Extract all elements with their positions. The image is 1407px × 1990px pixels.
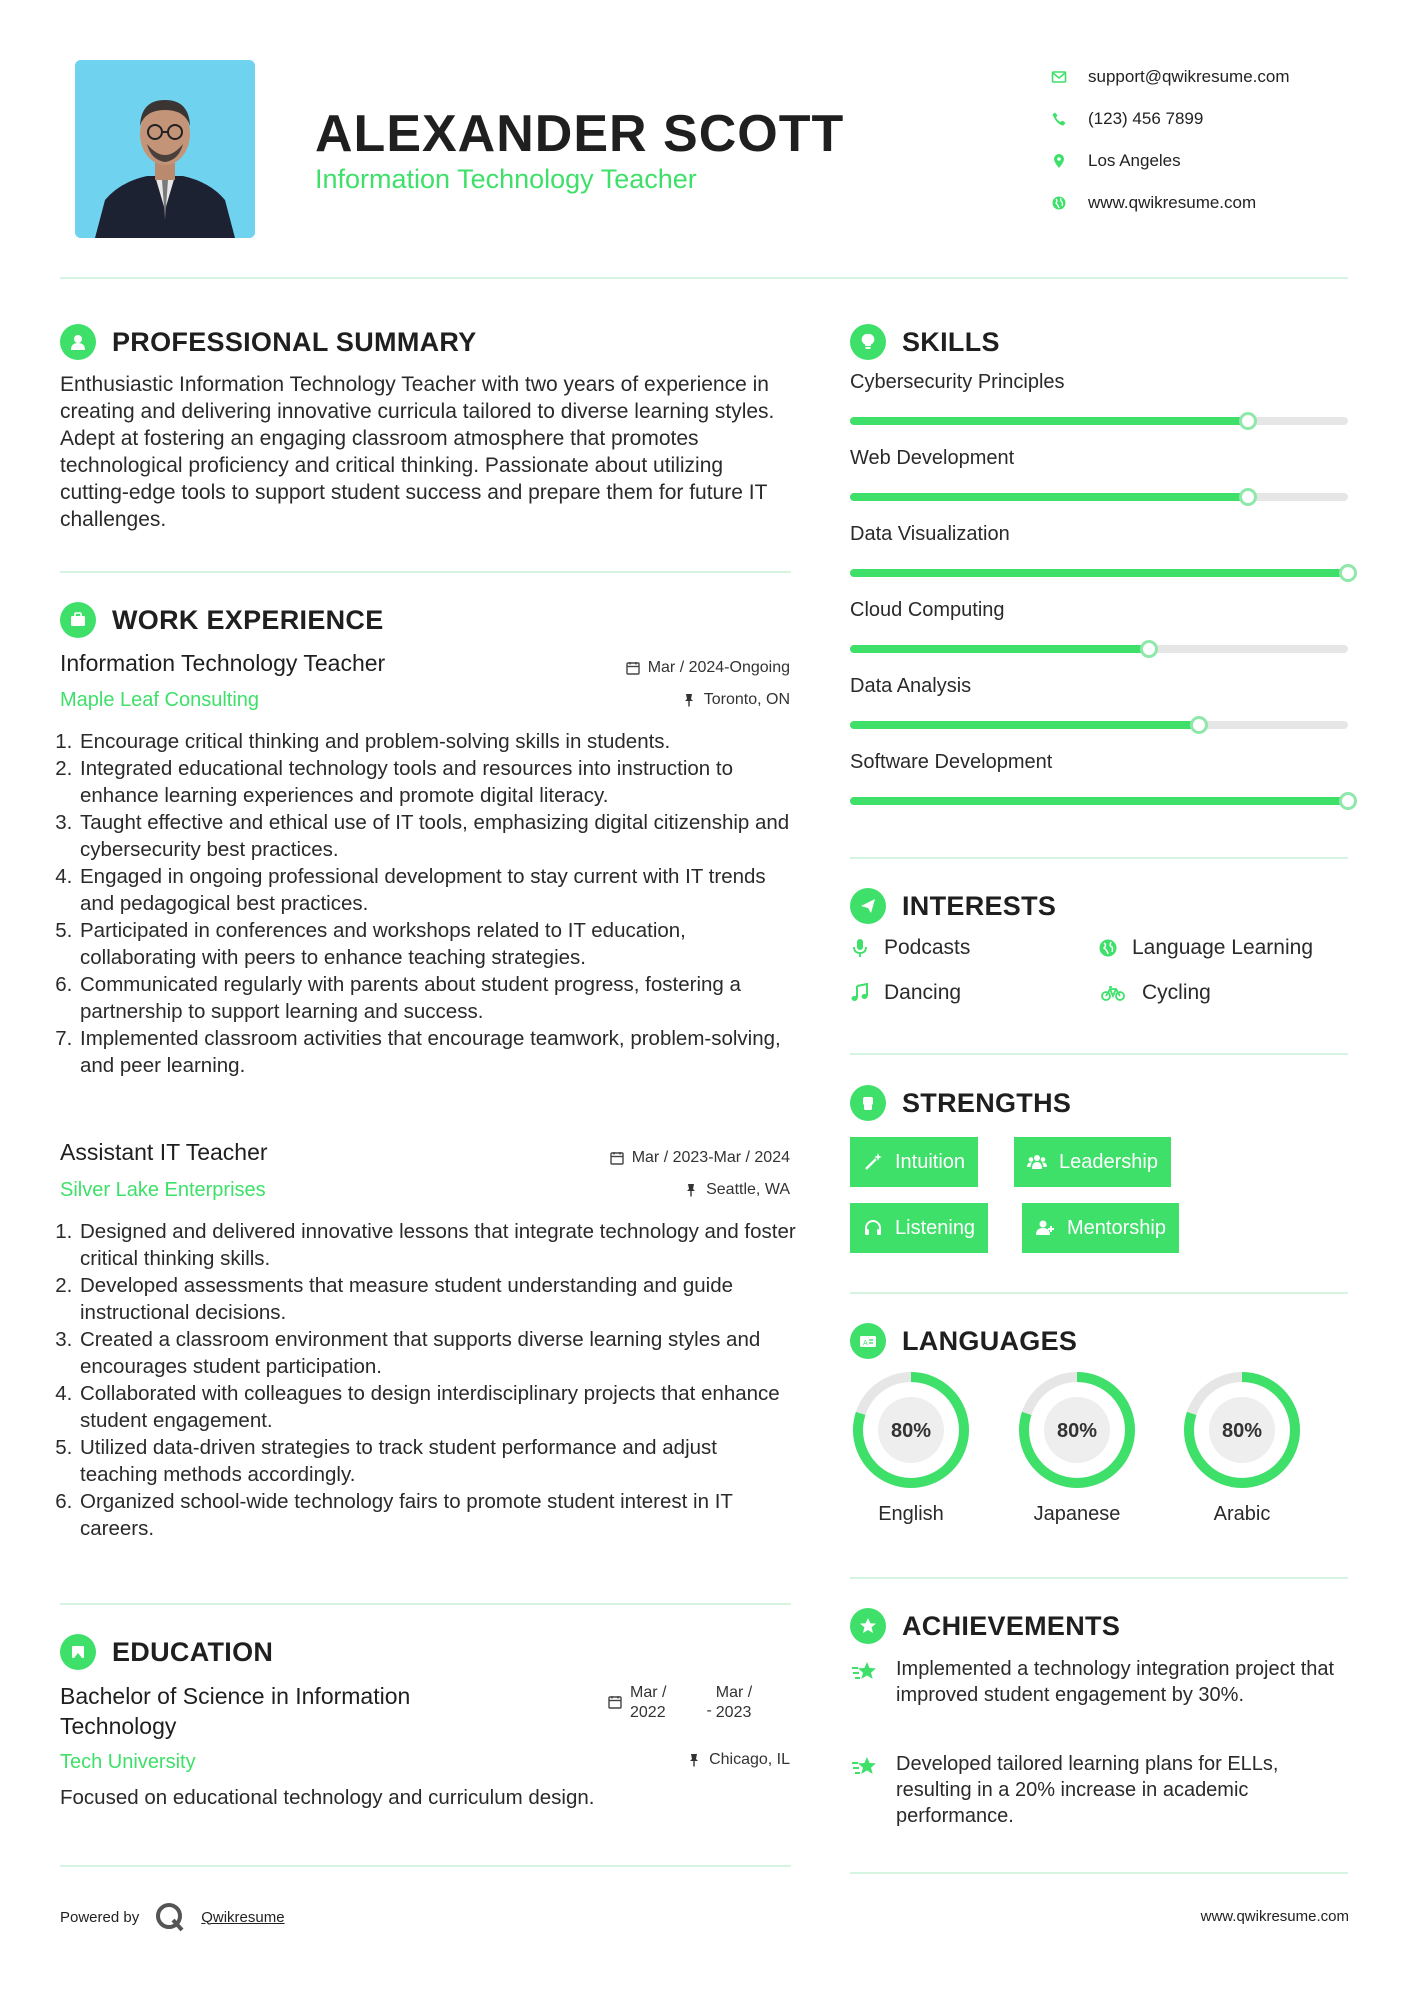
interests-title: INTERESTS <box>902 890 1057 921</box>
skill-name: Cybersecurity Principles <box>850 371 1065 393</box>
job-1-date <box>626 659 790 677</box>
education-dates <box>608 1683 752 1723</box>
skill-level-fill <box>850 797 1348 805</box>
header-divider <box>60 277 1348 279</box>
job-1-location-text: Toronto, ON <box>703 691 790 708</box>
graduation-icon <box>60 1634 96 1670</box>
job-1-title: Information Technology Teacher <box>60 650 386 676</box>
achievement-item <box>850 1656 1350 1708</box>
phone-icon <box>1050 110 1068 128</box>
skill-level-knob <box>1339 792 1357 810</box>
job-2-location-text: Seattle, WA <box>706 1181 790 1198</box>
duty-item: 5. Participated in conferences and workshops related to IT education, collaborating with peers to enhance teaching strategies. <box>78 917 799 971</box>
language-percent: 80% <box>1056 1420 1098 1442</box>
lightbulb-icon <box>850 324 886 360</box>
language-percent: 80% <box>1221 1420 1263 1442</box>
achievements-heading <box>850 1608 1120 1644</box>
job-1-date-text: Mar / 2024-Ongoing <box>647 659 790 676</box>
language-label: Arabic <box>1213 1503 1271 1525</box>
contact-list <box>1050 56 1290 224</box>
globe-icon <box>1098 938 1118 958</box>
profile-photo-illustration <box>75 60 255 238</box>
footer-url[interactable]: www.qwikresume.com <box>1200 1908 1349 1925</box>
strength-badge-mentorship <box>1022 1203 1179 1253</box>
degree-title-line-1: Bachelor of Science in Information <box>60 1683 411 1709</box>
achievements-divider <box>850 1872 1348 1874</box>
duty-item: 4. Collaborated with colleagues to design interdisciplinary projects that enhance student engagement. <box>78 1380 799 1434</box>
education-heading <box>60 1634 273 1670</box>
location-pin-icon <box>1050 152 1068 170</box>
strength-label: Leadership <box>1059 1150 1158 1173</box>
star-trophy-icon <box>850 1658 880 1688</box>
education-divider <box>60 1865 791 1867</box>
skill-level-fill <box>850 645 1149 653</box>
languages-heading <box>850 1323 1077 1359</box>
paper-plane-icon <box>850 888 886 924</box>
skills-title: SKILLS <box>902 326 1000 357</box>
skill-level-track <box>850 797 1348 805</box>
work-heading <box>60 602 384 638</box>
skills-divider <box>850 857 1348 859</box>
duty-item: 3. Created a classroom environment that supports diverse learning styles and encourages student participation. <box>78 1326 799 1380</box>
contact-phone-text: (123) 456 7899 <box>1088 109 1204 128</box>
contact-website-text: www.qwikresume.com <box>1088 193 1257 212</box>
education-date-separator: - <box>706 1702 712 1719</box>
duty-item: 4. Engaged in ongoing professional development to stay current with IT trends and pedagogical best practices. <box>78 863 799 917</box>
job-2-date-text: Mar / 2023-Mar / 2024 <box>631 1149 790 1166</box>
interest-label: Language Learning <box>1132 936 1314 959</box>
skill-name: Cloud Computing <box>850 599 1005 621</box>
calendar-icon <box>608 1695 622 1709</box>
job-2-date <box>610 1149 790 1167</box>
summary-heading <box>60 324 477 360</box>
summary-title: PROFESSIONAL SUMMARY <box>112 326 477 357</box>
languages-divider <box>850 1577 1348 1579</box>
magic-wand-icon <box>863 1152 883 1172</box>
education-title: EDUCATION <box>112 1636 274 1667</box>
education-end-line-1: Mar / <box>715 1684 753 1701</box>
skill-level-fill <box>850 417 1248 425</box>
interests-divider <box>850 1053 1348 1055</box>
job-2-duties <box>54 1218 799 1542</box>
language-ring <box>1181 1369 1303 1491</box>
language-percent: 80% <box>890 1420 932 1442</box>
contact-location-text: Los Angeles <box>1088 151 1181 170</box>
strengths-heading <box>850 1085 1071 1121</box>
achievement-text: Developed tailored learning plans for ELLs, resulting in a 20% increase in academic performance. <box>896 1753 1279 1827</box>
interest-cycling <box>1098 981 1211 1005</box>
candidate-title: Information Technology Teacher <box>315 164 697 194</box>
language-item <box>850 1369 972 1526</box>
strength-label: Listening <box>895 1216 976 1239</box>
education-end-line-2: 2023 <box>715 1704 752 1721</box>
job-1-duties <box>54 728 799 1079</box>
calendar-icon <box>626 661 640 675</box>
skill-name: Data Analysis <box>850 675 972 697</box>
interest-dancing <box>850 981 961 1005</box>
contact-phone[interactable] <box>1050 98 1290 140</box>
interest-label: Dancing <box>884 981 962 1004</box>
degree-title <box>60 1681 410 1741</box>
interest-podcasts <box>850 936 970 960</box>
skill-level-track <box>850 569 1348 577</box>
job-2-title: Assistant IT Teacher <box>60 1139 268 1165</box>
star-badge-icon <box>850 1608 886 1644</box>
skill-level-knob <box>1190 716 1208 734</box>
work-divider <box>60 1603 791 1605</box>
languages-title: LANGUAGES <box>902 1325 1078 1356</box>
candidate-name: ALEXANDER SCOTT <box>315 105 845 163</box>
strength-label: Intuition <box>895 1150 966 1173</box>
language-ring <box>1016 1369 1138 1491</box>
work-title: WORK EXPERIENCE <box>112 604 384 635</box>
achievement-text: Implemented a technology integration project that improved student engagement by 30%. <box>896 1658 1335 1706</box>
skill-level-fill <box>850 493 1248 501</box>
summary-text: Enthusiastic Information Technology Teacher with two years of experience in creating and delivering innovative curricula tailored to diverse learning styles. Adept at fostering an engaging classroom atmosphere that promotes technological proficiency and critical thinking. Passionate about utilizing cutting-edge tools to support student success and prepare them for future IT challenges. <box>60 373 775 531</box>
duty-item: 7. Implemented classroom activities that encourage teamwork, problem-solving, and peer learning. <box>78 1025 799 1079</box>
user-plus-icon <box>1035 1218 1055 1238</box>
user-icon <box>60 324 96 360</box>
duty-item: 1. Encourage critical thinking and problem-solving skills in students. <box>78 728 799 755</box>
education-start-date <box>630 1683 666 1723</box>
language-item <box>1181 1369 1303 1526</box>
summary-divider <box>60 571 791 573</box>
degree-title-line-2: Technology <box>60 1713 177 1739</box>
achievements-title: ACHIEVEMENTS <box>902 1610 1121 1641</box>
qwikresume-logo-icon <box>153 1900 187 1934</box>
language-ring <box>850 1369 972 1491</box>
interest-label: Podcasts <box>884 936 971 959</box>
contact-email-text: support@qwikresume.com <box>1088 67 1290 86</box>
star-trophy-icon <box>850 1753 880 1783</box>
users-icon <box>1027 1152 1047 1172</box>
education-start-line-2: 2022 <box>630 1704 666 1721</box>
skill-name: Web Development <box>850 447 1015 469</box>
skill-level-track <box>850 645 1348 653</box>
duty-item: 6. Organized school-wide technology fairs to promote student interest in IT careers. <box>78 1488 799 1542</box>
job-1-company: Maple Leaf Consulting <box>60 689 260 711</box>
pushpin-icon <box>687 1753 701 1767</box>
education-location <box>687 1751 790 1769</box>
svg-text:A: A <box>863 1339 868 1347</box>
contact-location <box>1050 140 1290 182</box>
briefcase-icon <box>60 602 96 638</box>
strength-label: Mentorship <box>1067 1216 1166 1239</box>
strength-badge-intuition <box>850 1137 978 1187</box>
achievement-item <box>850 1751 1350 1829</box>
education-location-text: Chicago, IL <box>709 1751 790 1768</box>
skill-level-knob <box>1339 564 1357 582</box>
pushpin-icon <box>684 1183 698 1197</box>
strengths-title: STRENGTHS <box>902 1087 1072 1118</box>
skill-level-knob <box>1140 640 1158 658</box>
duty-item: 6. Communicated regularly with parents about student progress, fostering a partnership to support learning and success. <box>78 971 799 1025</box>
pushpin-icon <box>682 693 696 707</box>
skill-level-track <box>850 493 1348 501</box>
education-description: Focused on educational technology and curriculum design. <box>60 1786 595 1809</box>
music-note-icon <box>850 983 870 1003</box>
strength-badge-listening <box>850 1203 988 1253</box>
duty-item: 2. Integrated educational technology tools and resources into instruction to enhance learning experiences and promote digital literacy. <box>78 755 799 809</box>
skill-level-fill <box>850 569 1348 577</box>
education-end-date <box>716 1683 752 1723</box>
profile-photo <box>75 60 255 238</box>
duty-item: 5. Utilized data-driven strategies to track student performance and adjust teaching methods accordingly. <box>78 1434 799 1488</box>
strengths-divider <box>850 1292 1348 1294</box>
interests-heading <box>850 888 1056 924</box>
school-name: Tech University <box>60 1751 196 1773</box>
calendar-icon <box>610 1151 624 1165</box>
language-card-icon <box>850 1323 886 1359</box>
strength-badge-leadership <box>1014 1137 1171 1187</box>
language-label: Japanese <box>1033 1503 1121 1525</box>
language-label: English <box>878 1503 944 1525</box>
contact-website[interactable] <box>1050 182 1290 224</box>
education-start-line-1: Mar / <box>630 1684 667 1701</box>
skill-level-knob <box>1239 412 1257 430</box>
skill-level-knob <box>1239 488 1257 506</box>
interest-label: Cycling <box>1142 981 1211 1004</box>
microphone-icon <box>850 938 870 958</box>
job-2-company: Silver Lake Enterprises <box>60 1179 266 1201</box>
bicycle-icon <box>1098 983 1128 1003</box>
globe-icon <box>1050 194 1068 212</box>
skills-heading <box>850 324 1000 360</box>
skill-name: Data Visualization <box>850 523 1010 545</box>
duty-item: 3. Taught effective and ethical use of IT tools, emphasizing digital citizenship and cybersecurity best practices. <box>78 809 799 863</box>
skill-name: Software Development <box>850 751 1053 773</box>
skill-level-track <box>850 721 1348 729</box>
mail-icon <box>1050 68 1068 86</box>
skill-level-fill <box>850 721 1199 729</box>
duty-item: 1. Designed and delivered innovative lessons that integrate technology and foster critical thinking skills. <box>78 1218 799 1272</box>
qwikresume-link[interactable]: Qwikresume <box>201 1908 285 1926</box>
powered-by-label: Powered by <box>60 1908 140 1926</box>
footer-powered-by <box>60 1900 285 1934</box>
language-item <box>1016 1369 1138 1526</box>
skill-level-track <box>850 417 1348 425</box>
job-2-location <box>684 1181 790 1199</box>
duty-item: 2. Developed assessments that measure student understanding and guide instructional decisions. <box>78 1272 799 1326</box>
interest-language-learning <box>1098 936 1313 960</box>
contact-email[interactable] <box>1050 56 1290 98</box>
headphones-icon <box>863 1218 883 1238</box>
job-1-location <box>682 691 790 709</box>
fist-icon <box>850 1085 886 1121</box>
